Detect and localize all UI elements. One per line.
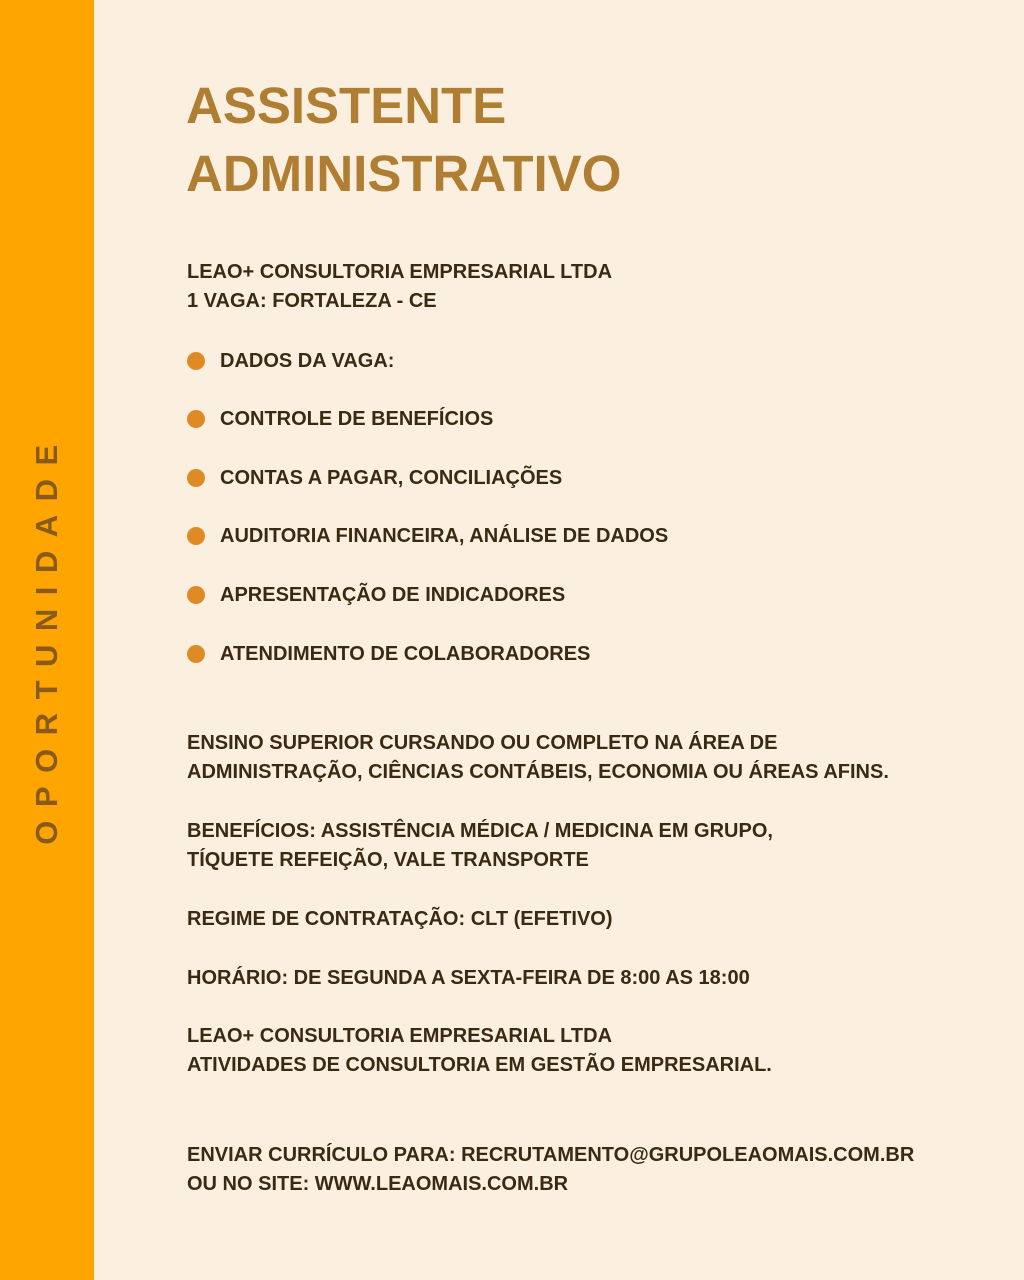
about-company-activity: ATIVIDADES DE CONSULTORIA EM GESTÃO EMPRESARIAL. (187, 1054, 772, 1076)
bullet-dot-icon (187, 645, 205, 663)
bullet-dot-icon (187, 469, 205, 487)
job-title (186, 72, 621, 208)
benefits-line-2: TÍQUETE REFEIÇÃO, VALE TRANSPORTE (187, 849, 589, 871)
list-item (187, 640, 590, 668)
sidebar-vertical-label: OPORTUNIDADE (29, 431, 64, 845)
list-item-label: APRESENTAÇÃO DE INDICADORES (220, 583, 566, 606)
list-item-label: DADOS DA VAGA: (220, 349, 395, 372)
education-line-1: ENSINO SUPERIOR CURSANDO OU COMPLETO NA ÁREA DE (187, 732, 778, 754)
list-item (187, 464, 562, 492)
vacancy-location: 1 VAGA: FORTALEZA - CE (187, 290, 437, 312)
contact-website-line: OU NO SITE: WWW.LEAOMAIS.COM.BR (187, 1173, 569, 1195)
list-item (187, 347, 394, 375)
bullet-dot-icon (187, 352, 205, 370)
sidebar-band (0, 0, 94, 1280)
list-item-label: AUDITORIA FINANCEIRA, ANÁLISE DE DADOS (220, 524, 669, 547)
contract-regime (187, 905, 613, 934)
bullet-dot-icon (187, 527, 205, 545)
education-requirement (187, 729, 889, 787)
list-item-label: CONTROLE DE BENEFÍCIOS (220, 407, 494, 430)
list-item (187, 581, 565, 609)
company-name: LEAO+ CONSULTORIA EMPRESARIAL LTDA (187, 261, 613, 283)
about-company-name: LEAO+ CONSULTORIA EMPRESARIAL LTDA (187, 1025, 613, 1047)
contact-block (187, 1141, 914, 1199)
about-company (187, 1022, 772, 1080)
benefits-line-1: BENEFÍCIOS: ASSISTÊNCIA MÉDICA / MEDICINA EM GRUPO, (187, 820, 773, 842)
work-schedule (187, 964, 750, 993)
list-item (187, 522, 668, 550)
education-line-2: ADMINISTRAÇÃO, CIÊNCIAS CONTÁBEIS, ECONOMIA OU ÁREAS AFINS. (187, 761, 889, 783)
bullet-dot-icon (187, 410, 205, 428)
benefits-block (187, 817, 773, 875)
work-schedule-text: HORÁRIO: DE SEGUNDA A SEXTA-FEIRA DE 8:00 AS 18:00 (187, 967, 750, 989)
contact-email-line: ENVIAR CURRÍCULO PARA: RECRUTAMENTO@GRUPOLEAOMAIS.COM.BR (187, 1144, 915, 1166)
bullet-dot-icon (187, 586, 205, 604)
list-item-label: CONTAS A PAGAR, CONCILIAÇÕES (220, 466, 563, 489)
list-item-label: ATENDIMENTO DE COLABORADORES (220, 642, 591, 665)
job-title-line-1: ASSISTENTE (186, 77, 507, 134)
job-title-line-2: ADMINISTRATIVO (186, 145, 622, 202)
contract-regime-text: REGIME DE CONTRATAÇÃO: CLT (EFETIVO) (187, 908, 613, 930)
list-item (187, 405, 493, 433)
company-block (187, 258, 612, 316)
